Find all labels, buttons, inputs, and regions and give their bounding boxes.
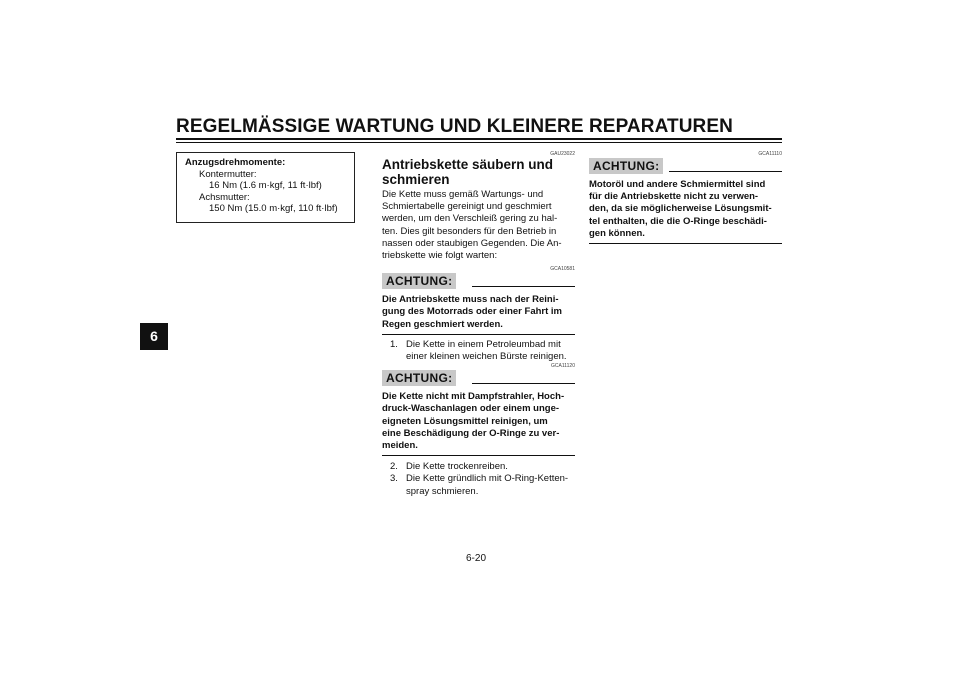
step-number: 1. (390, 338, 398, 350)
torque-spec-box (176, 152, 355, 223)
notice-line: eigneten Lösungsmittel reinigen, um (382, 415, 548, 427)
notice-end-rule (382, 455, 575, 456)
notice-line: eine Beschädigung der O-Ringe zu ver- (382, 427, 560, 439)
section-code: GAU23022 (550, 151, 575, 157)
intro-line: werden, um den Verschleiß gering zu hal- (382, 213, 558, 225)
notice-end-rule (382, 334, 575, 335)
chapter-tab: 6 (140, 323, 168, 350)
torque-item-value: 16 Nm (1.6 m·kgf, 11 ft·lbf) (209, 180, 322, 191)
torque-heading: Anzugsdrehmomente: (185, 157, 286, 168)
torque-item-value: 150 Nm (15.0 m·kgf, 110 ft·lbf) (209, 203, 338, 214)
notice-line: Motoröl und andere Schmiermittel sind (589, 179, 766, 190)
notice-code: GCA11110 (758, 151, 782, 157)
step-text: spray schmieren. (406, 485, 479, 497)
notice-badge: ACHTUNG: (382, 370, 456, 386)
torque-item-label: Kontermutter: (199, 168, 257, 180)
intro-line: ten. Dies gilt besonders für den Betrieb in (382, 225, 557, 237)
notice-rule (472, 286, 575, 287)
notice-rule (472, 383, 575, 384)
notice-code: GCA11120 (551, 363, 575, 370)
header-rule (176, 138, 782, 140)
step-number: 3. (390, 473, 398, 485)
notice-header (382, 273, 575, 289)
page-number: 6-20 (466, 553, 487, 564)
intro-line: nassen oder staubigen Gegenden. Die An- (382, 237, 562, 249)
notice-end-rule (589, 243, 782, 244)
notice-badge: ACHTUNG: (382, 273, 456, 289)
notice-rule (669, 171, 782, 172)
notice-line: meiden. (382, 440, 418, 452)
intro-line: Die Kette muss gemäß Wartungs- und (382, 189, 544, 200)
section-heading (382, 157, 575, 187)
torque-item-label: Achsmutter: (199, 191, 250, 203)
section-heading-line: schmieren (382, 172, 450, 187)
notice-line: den, da sie möglicherweise Lösungsmit- (589, 203, 772, 215)
step-text: Die Kette in einem Petroleumbad mit (406, 338, 561, 350)
notice-badge: ACHTUNG: (589, 158, 663, 174)
step-number: 2. (390, 461, 398, 473)
page-title: REGELMÄSSIGE WARTUNG UND KLEINERE REPARATUREN (176, 116, 733, 137)
notice-text (589, 179, 782, 240)
middle-column (382, 151, 575, 498)
notice-line: gung des Motorrads oder einer Fahrt im (382, 306, 562, 318)
notice-line: Regen geschmiert werden. (382, 318, 503, 330)
notice-code: GCA10581 (550, 266, 575, 273)
intro-line: triebskette wie folgt warten: (382, 250, 498, 262)
step-text: Die Kette gründlich mit O-Ring-Ketten- (406, 473, 569, 485)
notice-line: Die Kette nicht mit Dampfstrahler, Hoch- (382, 391, 565, 403)
notice-line: druck-Waschanlagen oder einem unge- (382, 403, 560, 415)
notice-line: tel enthalten, die die O-Ringe beschädi- (589, 215, 767, 227)
step-item (382, 473, 575, 497)
notice-line: Die Antriebskette muss nach der Reini- (382, 294, 559, 306)
notice-line: für die Antriebskette nicht zu verwen- (589, 191, 759, 203)
right-column (589, 151, 782, 244)
step-item (382, 461, 575, 473)
step-text: einer kleinen weichen Bürste reinigen. (406, 351, 567, 363)
step-text: Die Kette trockenreiben. (406, 461, 508, 473)
step-item (382, 339, 575, 363)
notice-header (382, 370, 575, 386)
notice-header (589, 158, 782, 174)
notice-text (382, 294, 575, 331)
section-intro (382, 189, 575, 262)
header-rule-thin (176, 142, 782, 143)
notice-text (382, 391, 575, 452)
notice-line: gen können. (589, 227, 645, 239)
intro-line: Schmiertabelle gereinigt und geschmiert (382, 201, 552, 213)
section-heading-line: Antriebskette säubern und (382, 157, 554, 172)
